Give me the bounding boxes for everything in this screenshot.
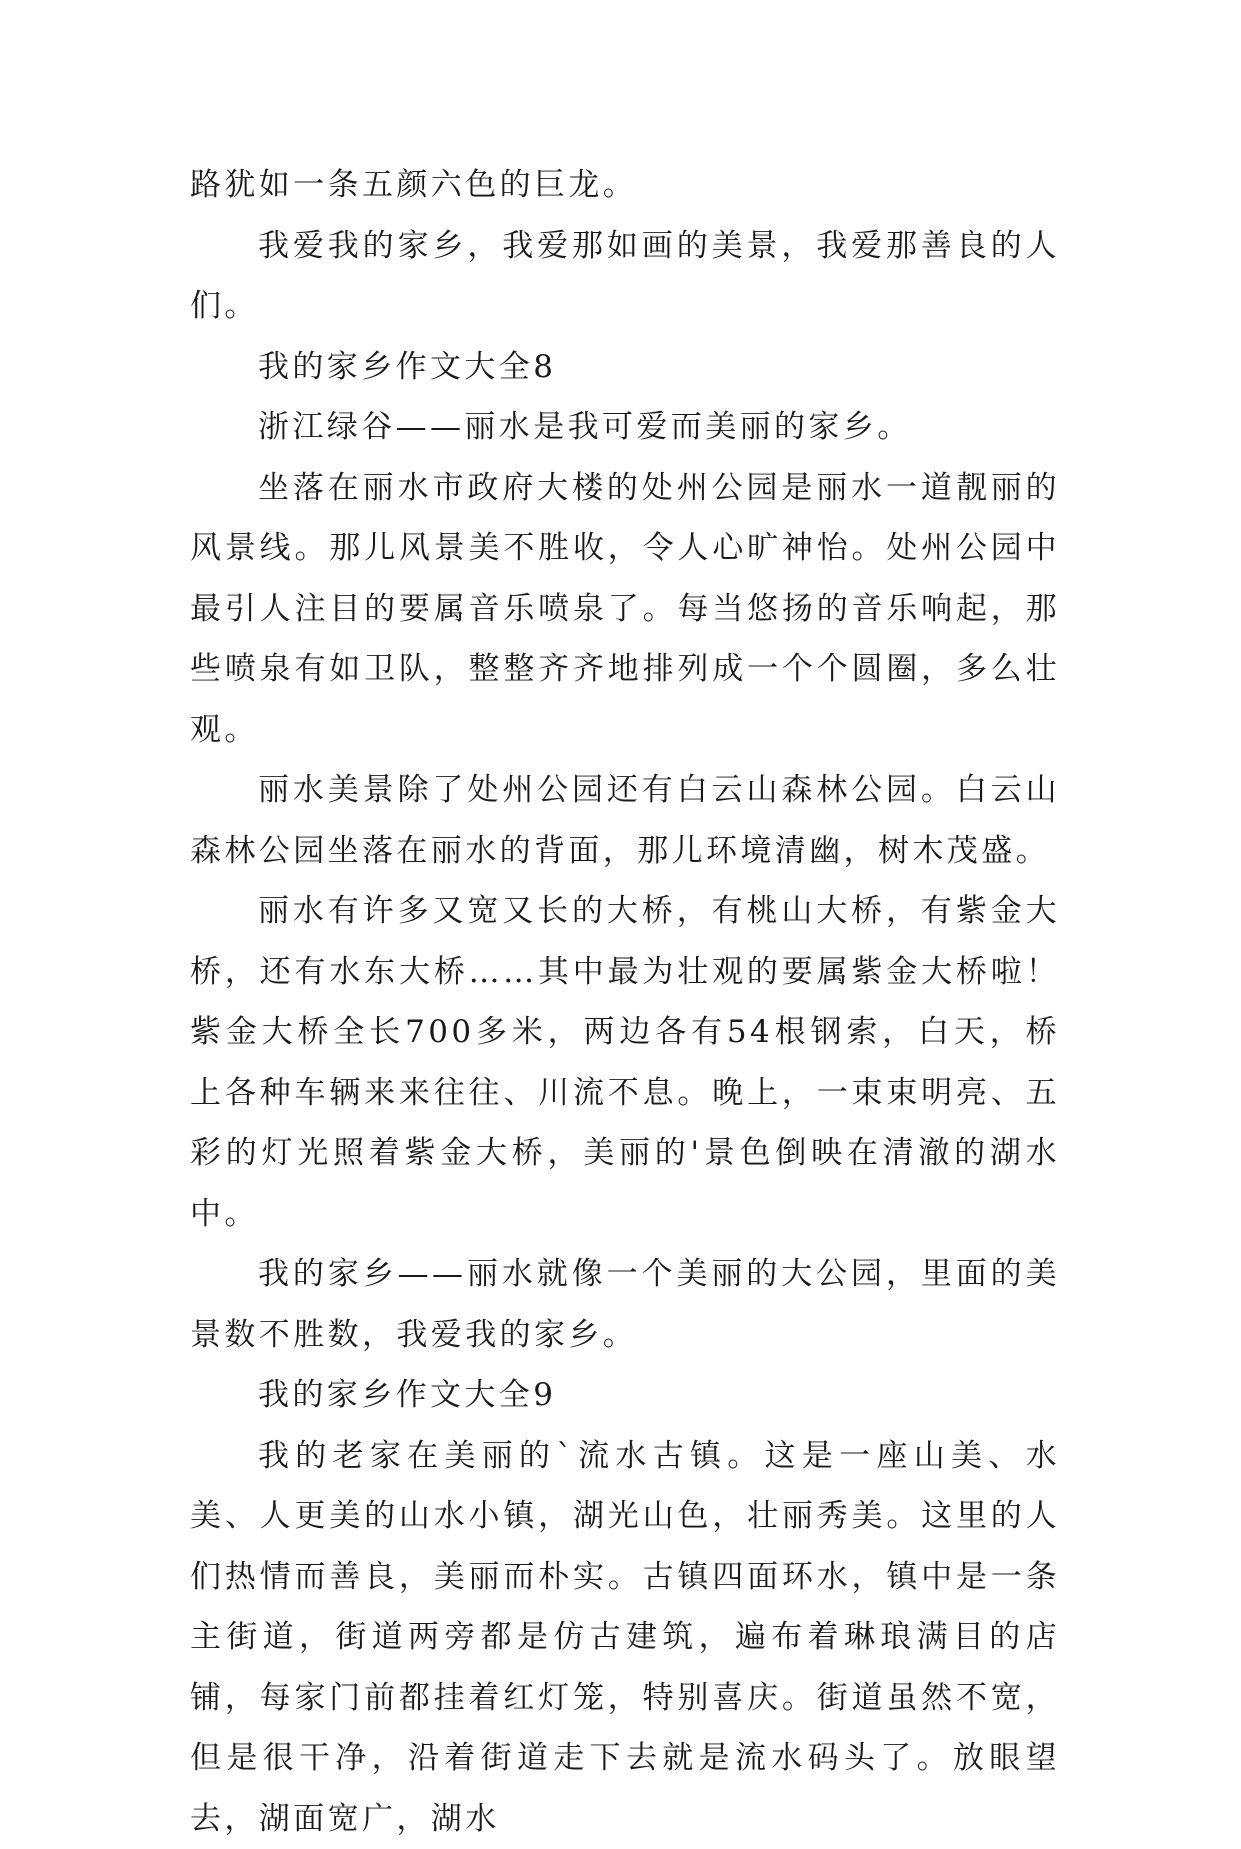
paragraph: 我的家乡——丽水就像一个美丽的大公园，里面的美景数不胜数，我爱我的家乡。 xyxy=(190,1244,1060,1365)
paragraph: 丽水有许多又宽又长的大桥，有桃山大桥，有紫金大桥，还有水东大桥……其中最为壮观的要属紫金大桥啦！紫金大桥全长700多米，两边各有54根钢索，白天，桥上各种车辆来来往往、川流不息。晚上，一束束明亮、五彩的灯光照着紫金大桥，美丽的'景色倒映在清澈的湖水中。 xyxy=(190,881,1060,1244)
section-heading: 我的家乡作文大全9 xyxy=(190,1365,1060,1426)
section-heading: 我的家乡作文大全8 xyxy=(190,337,1060,398)
paragraph: 我的老家在美丽的`流水古镇。这是一座山美、水美、人更美的山水小镇，湖光山色，壮丽秀美。这里的人们热情而善良，美丽而朴实。古镇四面环水，镇中是一条主街道，街道两旁都是仿古建筑，遍布着琳琅满目的店铺，每家门前都挂着红灯笼，特别喜庆。街道虽然不宽，但是很干净，沿着街道走下去就是流水码头了。放眼望去，湖面宽广，湖水 xyxy=(190,1426,1060,1849)
paragraph-continuation: 路犹如一条五颜六色的巨龙。 xyxy=(190,155,1060,216)
paragraph: 浙江绿谷——丽水是我可爱而美丽的家乡。 xyxy=(190,397,1060,458)
paragraph: 我爱我的家乡，我爱那如画的美景，我爱那善良的人们。 xyxy=(190,216,1060,337)
document-body xyxy=(190,155,1060,1849)
paragraph: 坐落在丽水市政府大楼的处州公园是丽水一道靓丽的风景线。那儿风景美不胜收，令人心旷神怡。处州公园中最引人注目的要属音乐喷泉了。每当悠扬的音乐响起，那些喷泉有如卫队，整整齐齐地排列成一个个圆圈，多么壮观。 xyxy=(190,458,1060,761)
paragraph: 丽水美景除了处州公园还有白云山森林公园。白云山森林公园坐落在丽水的背面，那儿环境清幽，树木茂盛。 xyxy=(190,760,1060,881)
